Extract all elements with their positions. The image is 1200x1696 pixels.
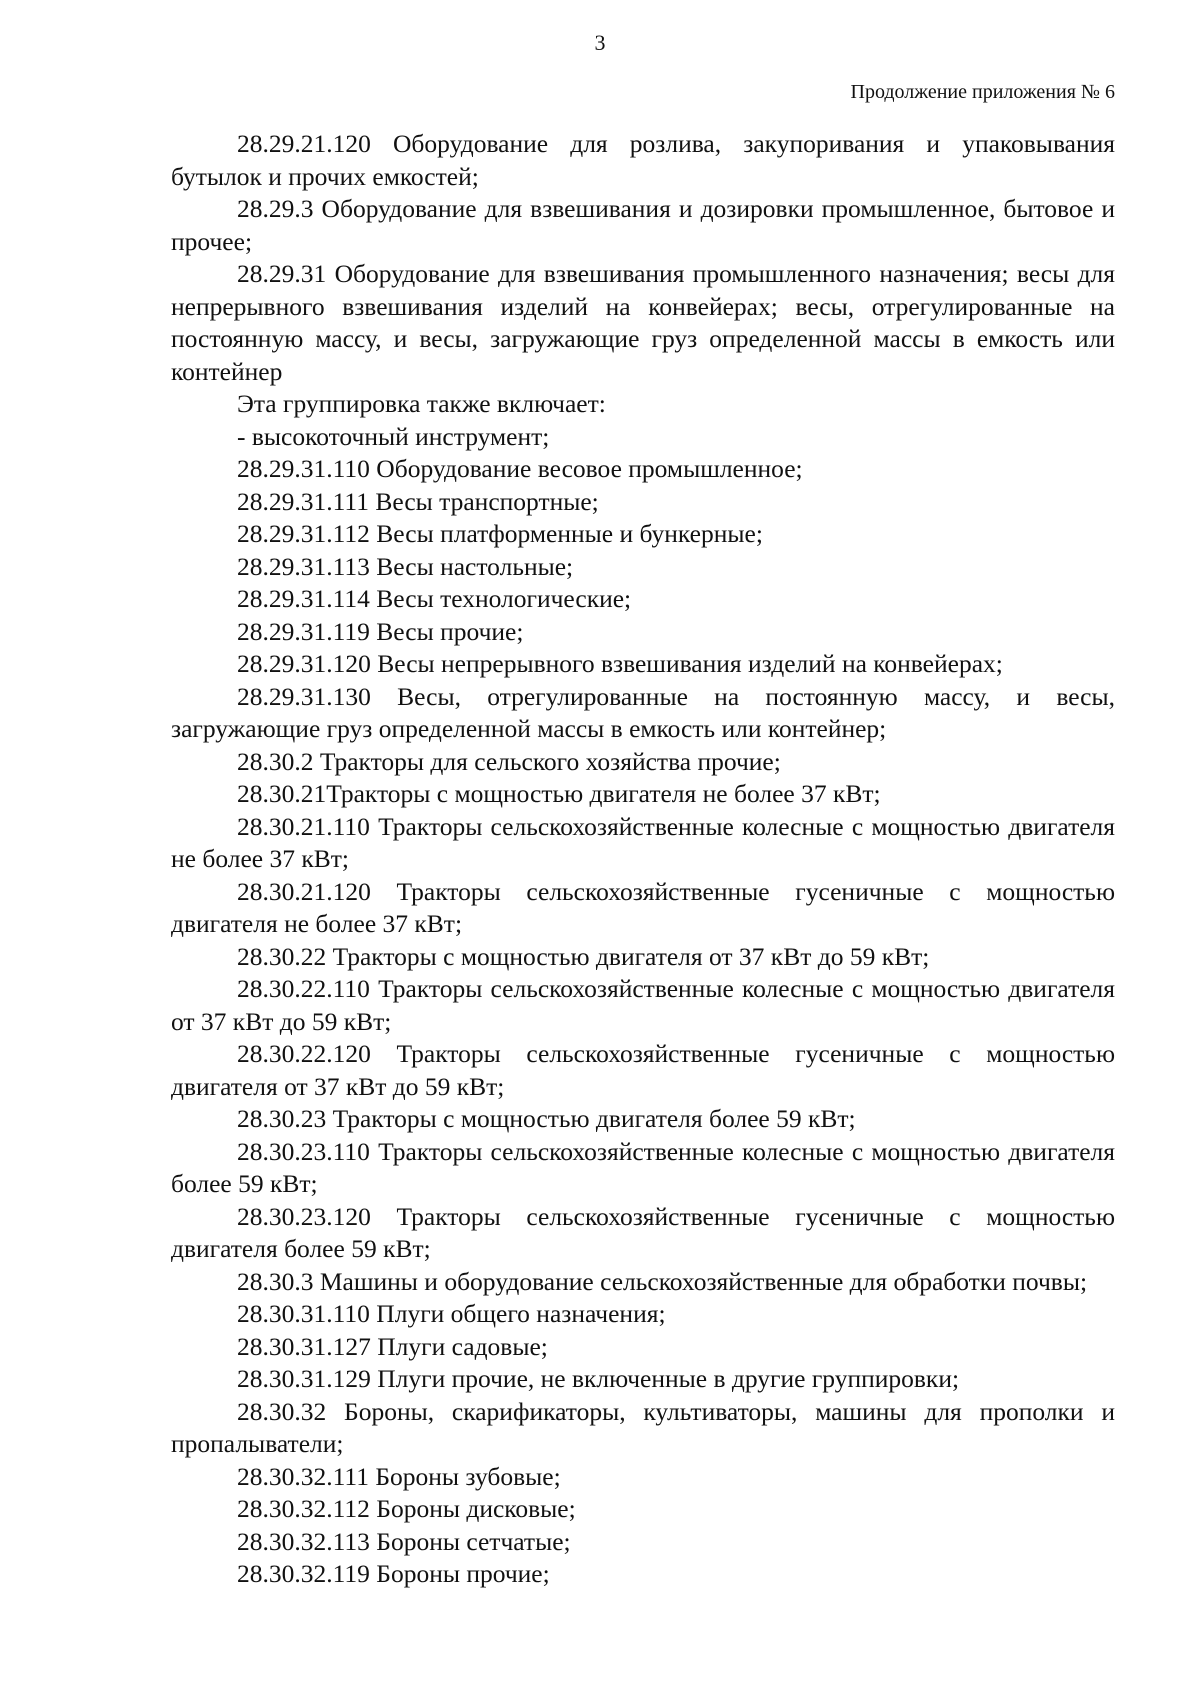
paragraph: 28.30.3 Машины и оборудование сельскохозяйственные для обработки почвы;	[237, 1266, 1088, 1296]
paragraph: 28.29.31 Оборудование для взвешивания промышленного назначения; весы для непрерывного взвешивания изделий на конвейерах; весы, отрегулированные на постоянную массу, и весы, загружающие груз определенной массы в емкость или контейнер	[171, 259, 1115, 386]
paragraph: 28.30.32 Бороны, скарификаторы, культиваторы, машины для прополки и пропалыватели;	[171, 1396, 1115, 1458]
paragraph: 28.30.2 Тракторы для сельского хозяйства прочие;	[237, 746, 781, 776]
paragraph: 28.30.23.120 Тракторы сельскохозяйственные гусеничные с мощностью двигателя более 59 кВт;	[171, 1201, 1115, 1263]
paragraph: 28.30.22.110 Тракторы сельскохозяйственные колесные с мощностью двигателя от 37 кВт до 59 кВт;	[171, 974, 1115, 1036]
paragraph: 28.29.31.113 Весы настольные;	[237, 551, 574, 581]
paragraph: 28.30.32.111 Бороны зубовые;	[237, 1461, 561, 1491]
paragraph: 28.30.21Тракторы с мощностью двигателя не более 37 кВт;	[237, 779, 881, 808]
paragraph: 28.30.21.120 Тракторы сельскохозяйственные гусеничные с мощностью двигателя не более 37 кВт;	[171, 876, 1115, 938]
paragraph: 28.29.31.130 Весы, отрегулированные на постоянную массу, и весы, загружающие груз определенной массы в емкость или контейнер;	[171, 681, 1115, 743]
appendix-continuation-note: Продолжение приложения № 6	[850, 81, 1115, 103]
paragraph: 28.30.31.127 Плуги садовые;	[237, 1331, 548, 1361]
paragraph: 28.30.32.112 Бороны дисковые;	[237, 1494, 576, 1523]
paragraph: 28.30.23.110 Тракторы сельскохозяйственные колесные с мощностью двигателя более 59 кВт;	[171, 1136, 1115, 1198]
paragraph: 28.30.31.110 Плуги общего назначения;	[237, 1299, 666, 1328]
paragraph: 28.29.21.120 Оборудование для розлива, закупоривания и упаковывания бутылок и прочих емкостей;	[171, 129, 1115, 191]
paragraph: 28.30.21.110 Тракторы сельскохозяйственные колесные с мощностью двигателя не более 37 кВт;	[171, 811, 1115, 873]
paragraph: Эта группировка также включает:	[237, 389, 606, 418]
paragraph: 28.30.22.120 Тракторы сельскохозяйственные гусеничные с мощностью двигателя от 37 кВт до 59 кВт;	[171, 1039, 1115, 1101]
paragraph: 28.30.23 Тракторы с мощностью двигателя более 59 кВт;	[237, 1104, 856, 1133]
paragraph: 28.30.32.119 Бороны прочие;	[237, 1559, 550, 1588]
paragraph: - высокоточный инструмент;	[237, 421, 550, 451]
paragraph: 28.30.22 Тракторы с мощностью двигателя от 37 кВт до 59 кВт;	[237, 941, 930, 971]
paragraph: 28.29.31.120 Весы непрерывного взвешивания изделий на конвейерах;	[237, 649, 1003, 678]
paragraph: 28.30.32.113 Бороны сетчатые;	[237, 1526, 571, 1556]
paragraph: 28.29.31.110 Оборудование весовое промышленное;	[237, 454, 803, 483]
paragraph: 28.29.31.119 Весы прочие;	[237, 616, 524, 646]
page-number: 3	[594, 30, 606, 55]
paragraph: 28.29.31.111 Весы транспортные;	[237, 486, 599, 516]
paragraph: 28.30.31.129 Плуги прочие, не включенные в другие группировки;	[237, 1364, 960, 1393]
paragraph: 28.29.31.112 Весы платформенные и бункерные;	[237, 519, 763, 548]
document-body	[171, 128, 1115, 1591]
paragraph: 28.29.3 Оборудование для взвешивания и дозировки промышленное, бытовое и прочее;	[171, 194, 1115, 256]
paragraph: 28.29.31.114 Весы технологические;	[237, 584, 632, 613]
